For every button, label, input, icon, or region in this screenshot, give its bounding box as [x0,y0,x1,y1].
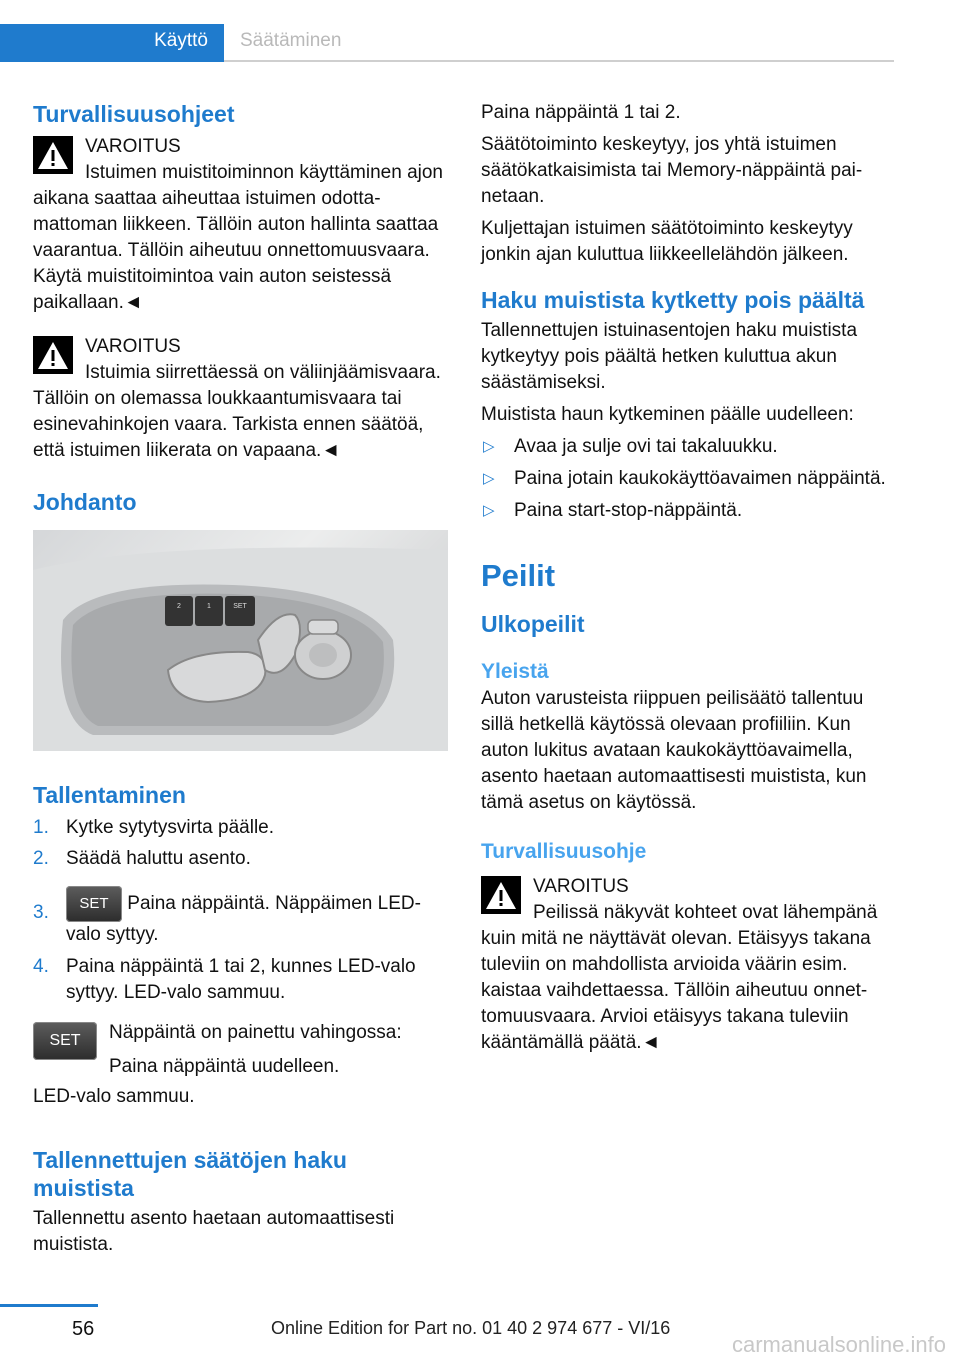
bullet-triangle-icon: ▷ [483,438,495,455]
bullet-triangle-icon: ▷ [483,470,495,487]
heading-recall: Tallennettujen säätöjen haku muistista [33,1147,347,1201]
warning-icon [481,876,521,914]
step-text: Paina näppäintä. Näppäimen LED-valo syttyy. [66,893,421,945]
right-column [481,100,891,1056]
heading-mirrors: Peilit [481,558,556,593]
header-rule [224,60,894,62]
list-item [33,815,448,841]
heading-safety: Turvallisuusohjeet [33,101,235,127]
recall-text: Tallennettu asento haetaan automaattisesti muistista. [33,1208,395,1255]
watermark: carmanualsonline.info [731,1332,946,1357]
warning-icon [33,136,73,174]
page-header [0,0,960,62]
list-item [33,846,448,872]
paragraph: Muistista haun kytkeminen päälle uudelleen: [481,404,854,425]
step-text: Paina näppäintä 1 tai 2, kunnes LED-valo syttyy. LED-valo sammuu. [66,956,416,1003]
step-text: Kytke sytytysvirta päälle. [66,817,275,838]
paragraph: Kuljettajan istuimen säätötoiminto keskeytyy jonkin ajan kuluttua liikkeellelähdön jälkeen. [481,218,853,265]
tab-saataminen[interactable]: Säätäminen [240,30,342,51]
paragraph: Auton varusteista riippuen peilisäätö tallentuu sillä hetkellä käytössä olevaan profiiliin. Kun auton lukitus avataan kaukokäyttöavaimella, asento haetaan automaattisesti muistista, kun tämä asetus on käytössä. [481,688,867,813]
warning-title: VAROITUS [85,136,181,157]
list-item [33,886,448,948]
tab-kaytto[interactable] [0,24,224,62]
photo-button-1: 1 [207,603,211,610]
bullet-text: Paina start-stop-näppäintä. [514,500,743,521]
heading-outside-mirrors: Ulkopeilit [481,611,585,637]
page-number: 56 [72,1318,95,1340]
warning-title: VAROITUS [533,876,629,897]
note-line-1: Näppäintä on painettu vahingossa: [109,1022,402,1043]
list-item [481,498,891,524]
warning-text: Istuimen muistitoiminnon käyttäminen ajon aikana saattaa aiheuttaa istuimen odottamattoman liikkeen. Tällöin auton hallinta saattaa vaarantua. Tällöin aiheutuu onnettomuusvaara. Käytä muistitoimintoa vain auton seistessä paikallaan.◄ [33,162,444,313]
footer-rule [0,1304,98,1307]
photo-button-2: 2 [177,603,181,610]
step-number: 1. [33,817,49,838]
list-item [481,434,891,460]
heading-recall-off: Haku muistista kytketty pois päältä [481,287,865,313]
warning-title: VAROITUS [85,336,181,357]
paragraph: Tallennettujen istuinasentojen haku muistista kytkeytyy pois päältä hetken kuluttua akun säästämiseksi. [481,320,858,393]
set-button-icon: SET [66,886,122,922]
step-number: 3. [33,902,49,923]
warning-icon [33,336,73,374]
bullet-triangle-icon: ▷ [483,502,495,519]
warning-text: Peilissä näkyvät kohteet ovat lähempänä kuin mitä ne näyttävät olevan. Etäisyys takana tuleviin on mahdollista arvioida väärin esim. kaistaa vaihdettaessa. Tällöin aiheutuu onnettomuusvaara. Arvioi etäisyys takana tuleviin kääntämällä päätä.◄ [481,902,878,1053]
led-off-text: LED-valo sammuu. [33,1086,195,1107]
accidental-press-note [33,1020,448,1080]
warning-block-1 [33,134,448,316]
warning-text: Istuimia siirrettäessä on väliinjäämisvaara. Tällöin on olemassa loukkaantumisvaara tai esinevahinkojen vaara. Tarkista ennen säätöä, että istuimen liikerata on vapaana.◄ [33,362,441,461]
heading-general: Yleistä [481,660,549,683]
tab-kaytto-label: Käyttö [154,30,208,51]
left-column [33,100,448,1258]
seat-controls-photo [33,530,448,751]
warning-block-2 [33,334,448,464]
paragraph: Paina näppäintä 1 tai 2. [481,102,681,123]
paragraph: Säätötoiminto keskeytyy, jos yhtä istuimen säätökatkaisimista tai Memory-näppäintä painetaan. [481,134,863,207]
step-number: 4. [33,956,49,977]
set-button-icon: SET [33,1022,97,1060]
list-item [33,954,448,1006]
heading-intro: Johdanto [33,489,137,515]
step-text: Säädä haluttu asento. [66,848,251,869]
seat-panel-illustration [33,530,448,751]
store-steps-list [33,815,448,1006]
note-line-2: Paina näppäintä uudelleen. [109,1056,340,1077]
heading-safety-note: Turvallisuusohje [481,840,647,863]
photo-button-set: SET [233,603,247,610]
step-number: 2. [33,848,49,869]
reactivate-list [481,434,891,524]
warning-block-3 [481,874,891,1056]
bullet-text: Avaa ja sulje ovi tai takaluukku. [514,436,778,457]
list-item [481,466,891,492]
bullet-text: Paina jotain kaukokäyttöavaimen näppäintä. [514,468,886,489]
heading-store: Tallentaminen [33,782,186,808]
edition-text: Online Edition for Part no. 01 40 2 974 677 - VI/16 [271,1318,671,1338]
